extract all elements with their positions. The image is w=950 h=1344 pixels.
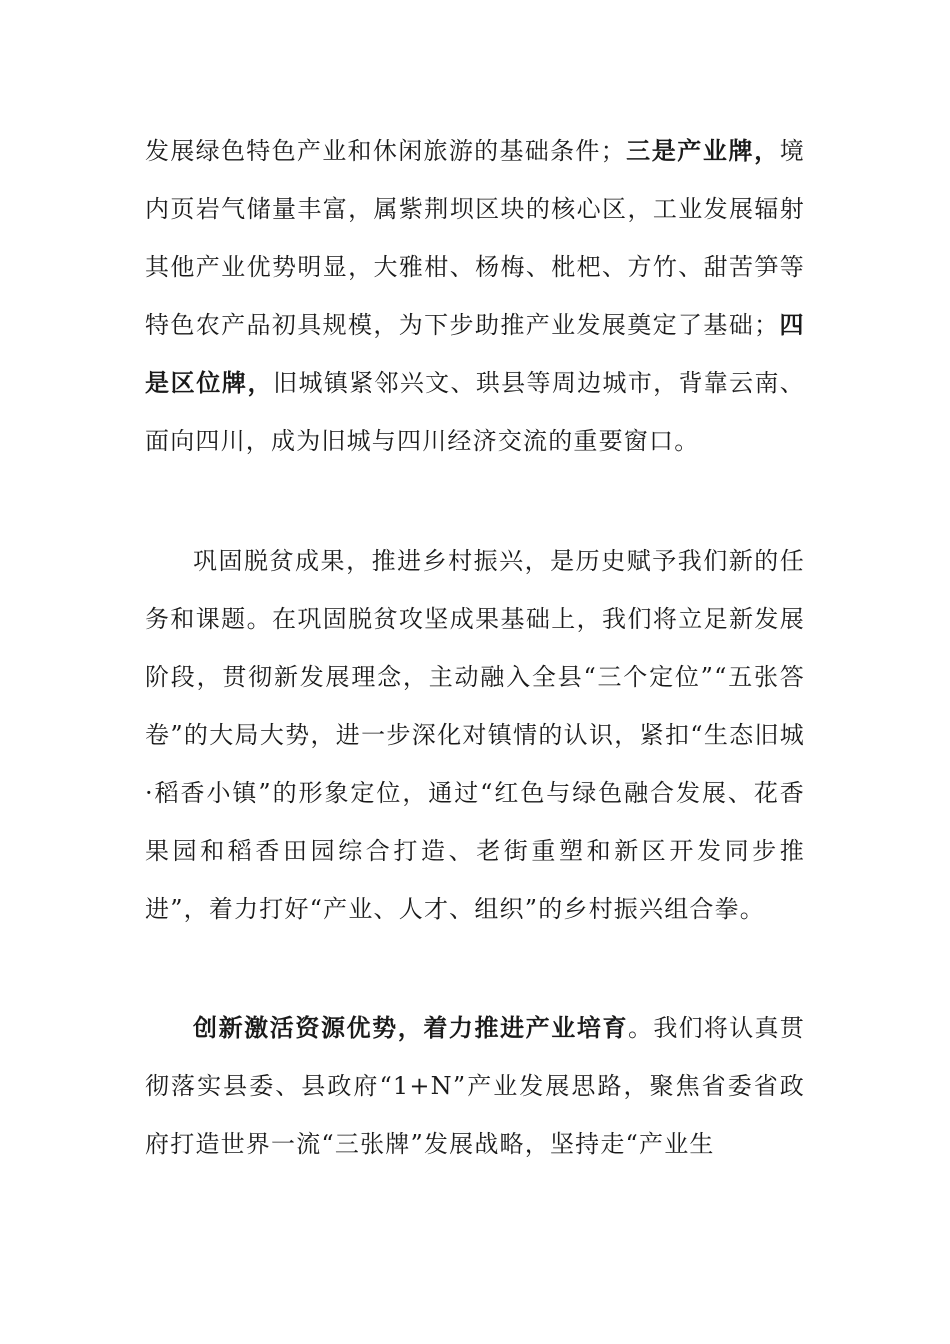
paragraph-body: 巩固脱贫成果，推进乡村振兴，是历史赋予我们新的任务和课题。在巩固脱贫攻坚成果基础上，我们将立足新发展阶段，贯彻新发展理念，主动融入全县“三个定位”“五张答卷”的大局大势，进一步深化对镇情的认识，紧扣“生态旧城·稻香小镇”的形象定位，通过“红色与绿色融合发展、花香果园和稻香田园综合打造、老街重塑和新区开发同步推进”，着力打好“产业、人才、组织”的乡村振兴组合拳。 (145, 547, 805, 923)
section-heading: 创新激活资源优势，着力推进产业培育 (193, 1014, 629, 1042)
paragraph-body (145, 122, 805, 470)
paragraph-rural-revitalization (145, 532, 805, 938)
paragraph-resource-cards (145, 122, 805, 470)
paragraph-body (145, 999, 805, 1173)
paragraph-industry-cultivation (145, 999, 805, 1173)
paragraph-text: 境内页岩气储量丰富，属紫荆坝区块的核心区，工业发展辐射其他产业优势明显，大雅柑、杨梅、枇杷、方竹、甜苦笋等特色农产品初具规模，为下步助推产业发展奠定了基础； (145, 137, 805, 339)
heading-industry-card: 三是产业牌， (625, 137, 780, 165)
paragraph-text: 发展绿色特色产业和休闲旅游的基础条件； (145, 137, 626, 165)
paragraph-text: 。我们将认真贯彻落实县委、县政府“1+N”产业发展思路，聚焦省委省政府打造世界一流“三张牌”发展战略，坚持走“产业生 (145, 1014, 805, 1158)
heading-location-card: 四是区位牌， (145, 311, 806, 397)
paragraph-text: 旧城镇紧邻兴文、珙县等周边城市，背靠云南、面向四川，成为旧城与四川经济交流的重要窗口。 (145, 369, 806, 455)
